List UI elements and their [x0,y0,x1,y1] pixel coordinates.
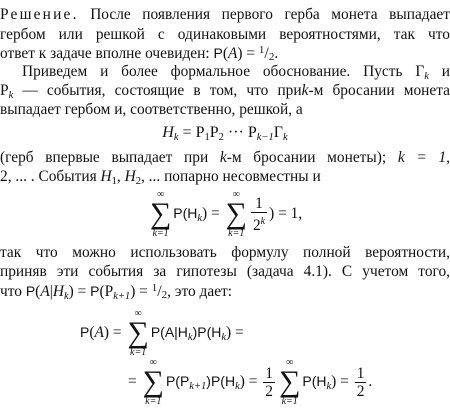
solution-heading: Решение. [0,6,79,23]
formula-sum-PHk: ∞ ∑ k=1 $P(H_k)$ = ∞ ∑ k=1 $\frac{1}{2^k}$ ) = 1, [149,189,303,239]
solution-line-2: гербом или решкой с одинаковыми вероятностями, так что [0,26,450,43]
formal-line-2: $Р_k$ — события, состоящие в том, что приk-м бросании монета [0,82,450,101]
total-prob-line-1: так что можно использовать формулу полной вероятности, [0,244,450,261]
sum-operator: ∞ ∑ k=1 [127,308,149,358]
sum-operator: ∞ ∑ k=1 [142,357,164,407]
total-prob-line-3: что $P(A|H_k) = P(Р_{k+1}) = ^1/2$, это дает: [0,282,233,302]
first-head-line-1: (герб впервые выпадает при k-м бросании монеты); k = 1, [0,149,450,166]
formal-line-1: Приведем и более формальное обоснование. Пусть $\Gamma_k$ и [22,63,450,82]
solution-line-3: ответ к задаче вполне очевиден: P(A) = $^1$/2. [0,44,279,63]
solution-line-1: Решение. После появления первого герба монета выпадает [0,6,450,23]
sum-operator: ∞ ∑ k=1 [149,189,172,239]
formal-line-3: выпадает гербом и, соответственно, решкой, а [0,101,303,118]
fraction: $\frac{1}{2}$ [265,364,273,400]
sum-operator: ∞ ∑ k=1 [225,189,247,239]
formula-PA-line-2: = ∞ ∑ k=1 $P(Р_{k+1})P(H_k)$ = $\frac{1}{2}$ ∞ ∑ k=1 $P(H_k)$ = $\frac{1}{2}$ . [128,357,373,407]
fraction: $\frac{1}{2^k}$ [252,194,266,235]
formula-Hk: $H_k = Р_1Р_2$ ··· $Р_{k-1}\Gamma_k$ [162,124,288,143]
first-head-line-2: 2, ... . События $H_1$, $H_2$, ... попарно несовместны и [0,168,321,187]
sum-operator: ∞ ∑ k=1 [278,357,301,407]
fraction: $\frac{1}{2}$ [356,364,365,400]
formula-PA-line-1: P(A) = ∞ ∑ k=1 $P(A|H_k)P(H_k)$ = [80,308,244,358]
total-prob-line-2: приняв эти события за гипотезы (задача 4.1). С учетом того, [0,263,450,280]
